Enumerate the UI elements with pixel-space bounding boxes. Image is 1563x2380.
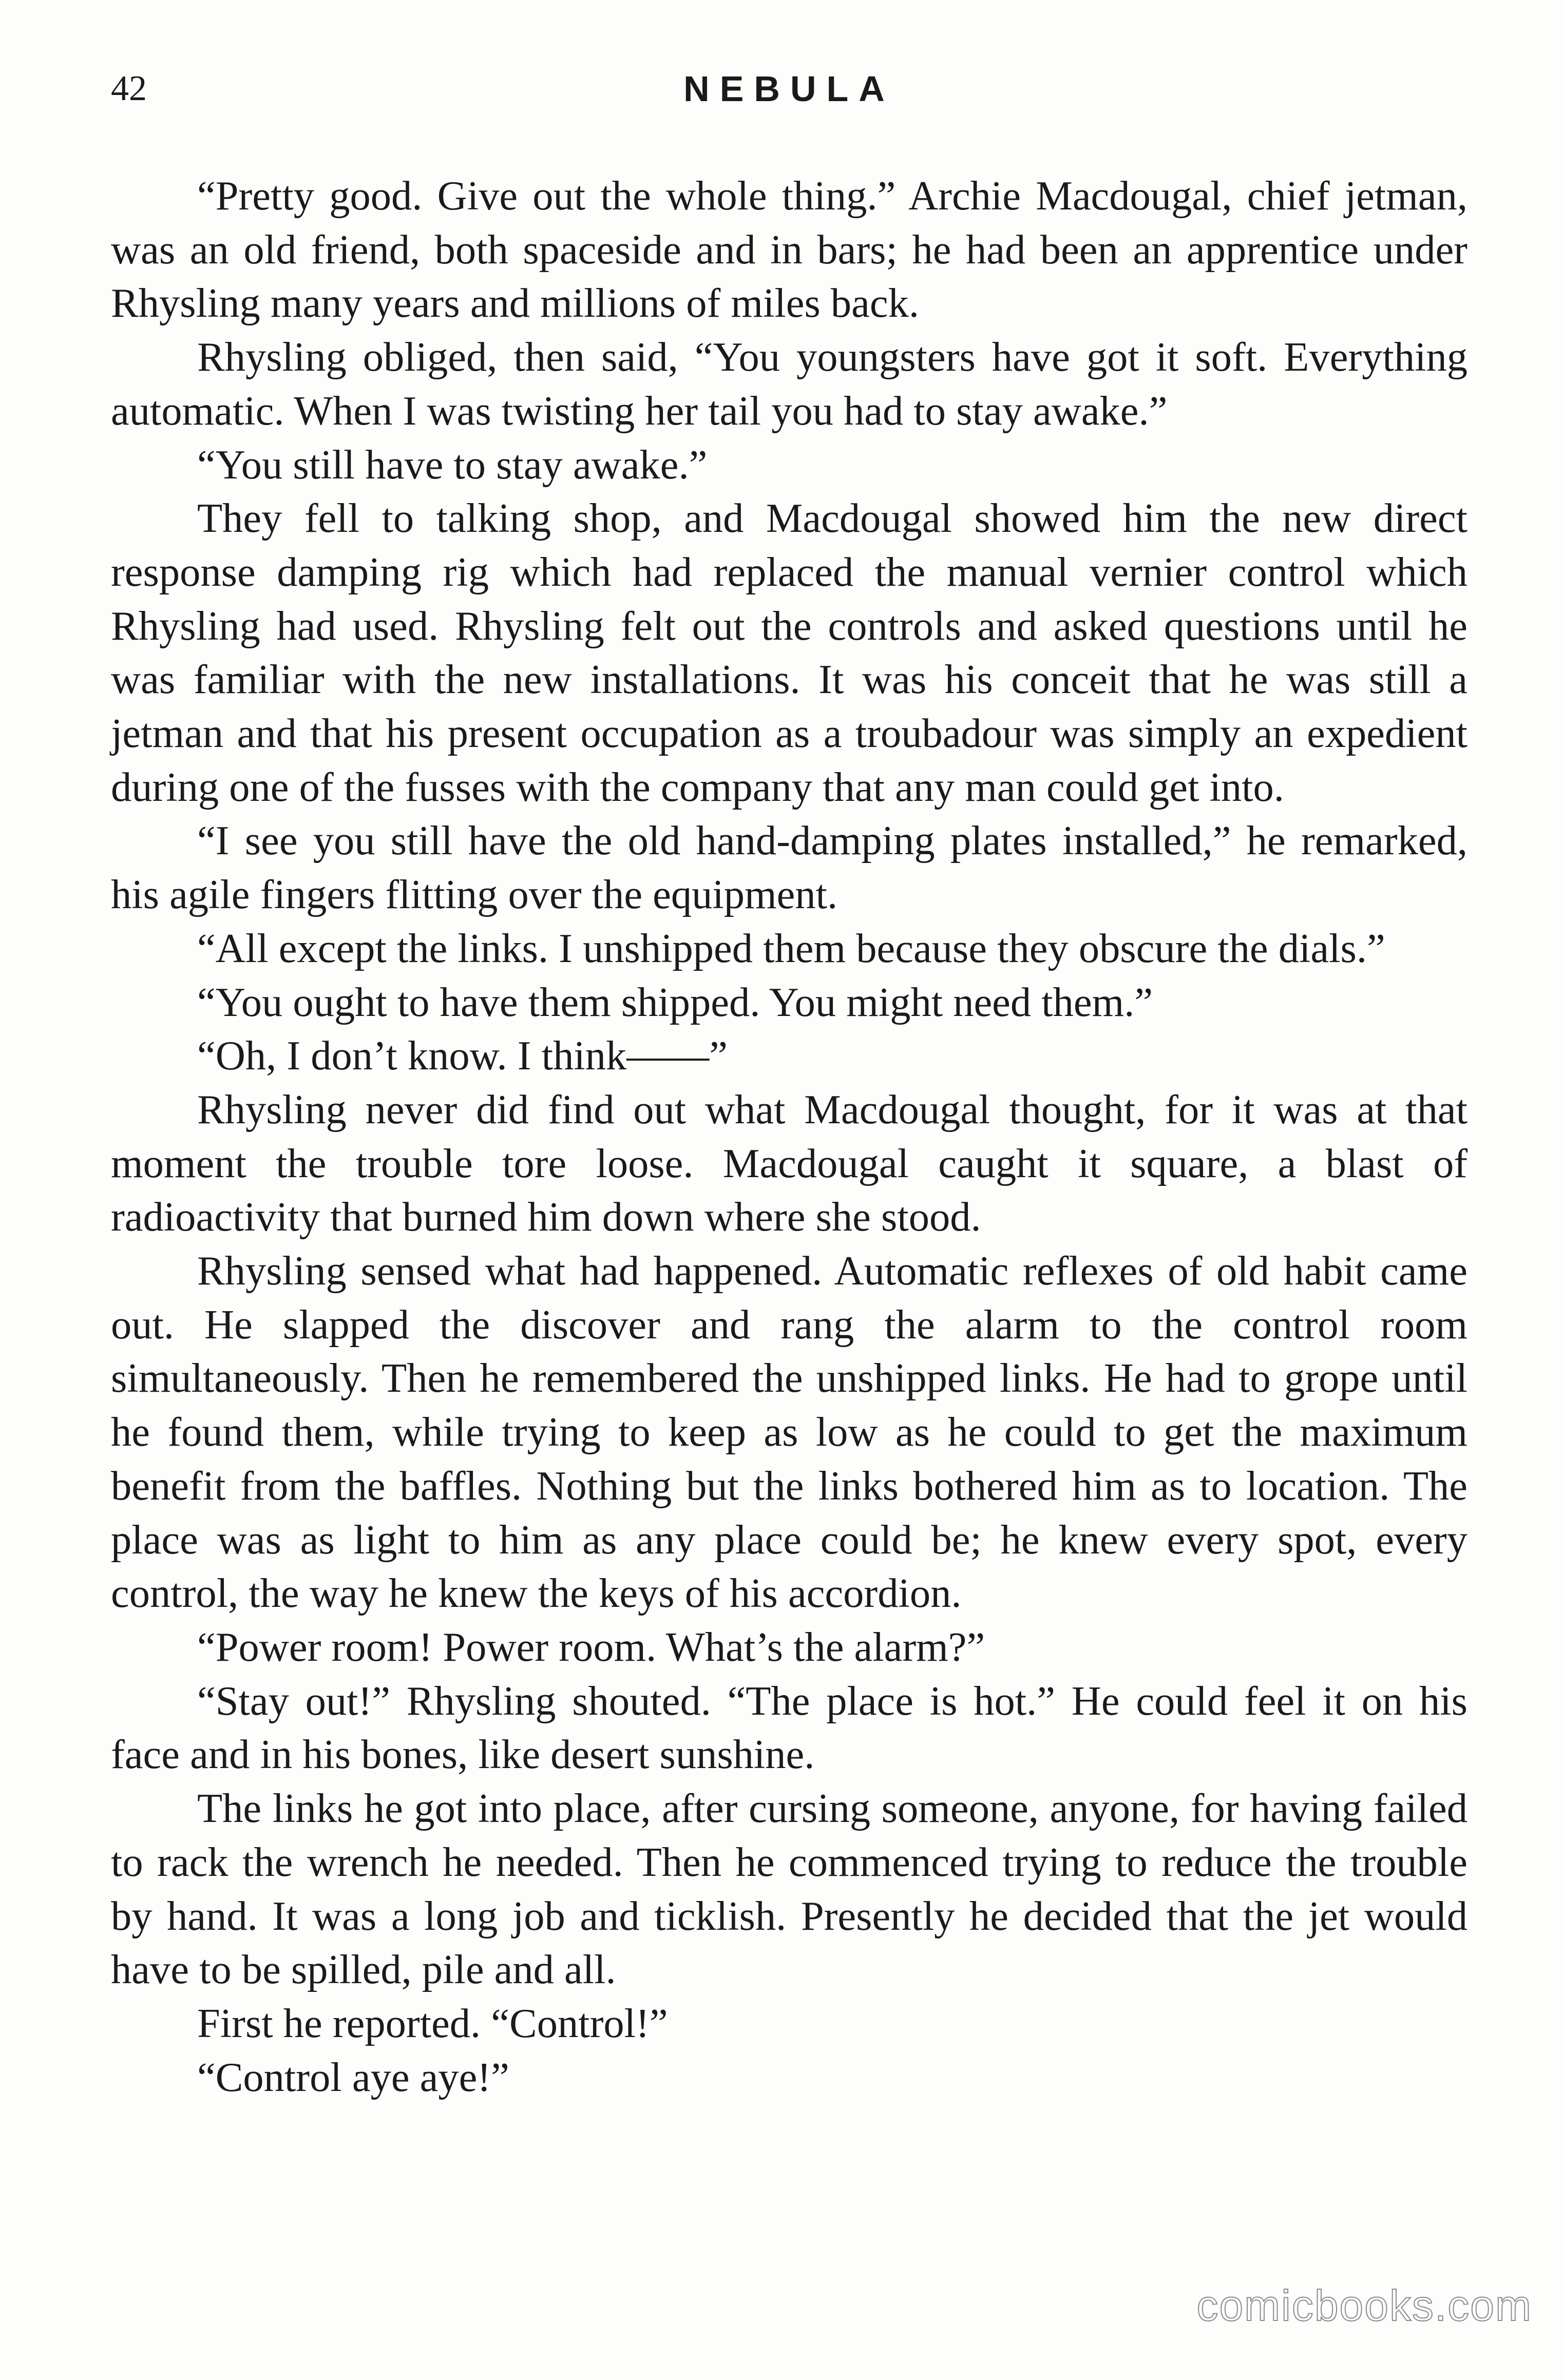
paragraph: They fell to talking shop, and Macdougal showed him the new direct response damping rig which had replaced the manual vernier control which Rhysling had used. Rhysling felt out the controls and asked questions until he was familiar with the new installations. It was his conceit that he was still a jetman and that his present occupation as a troubadour was simply an expedient during one of the fusses with the company that any man could get into.	[111, 495, 1467, 810]
paragraph: The links he got into place, after cursing someone, anyone, for having failed to rack the wrench he needed. Then he commenced trying to reduce the trouble by hand. It was a long job and ticklish. Presently he decided that the jet would have to be spilled, pile and all.	[111, 1786, 1467, 1993]
watermark: comicbooks.com	[1196, 2281, 1532, 2330]
paragraph: “You still have to stay awake.”	[197, 442, 708, 488]
paragraph: “I see you still have the old hand-damping plates installed,” he remarked, his agile fingers flitting over the equipment.	[111, 818, 1467, 918]
paragraph: “Stay out!” Rhysling shouted. “The place is hot.” He could feel it on his face and in his bones, like desert sunshine.	[111, 1678, 1467, 1778]
page-number: 42	[111, 69, 147, 108]
paragraph: First he reported. “Control!”	[197, 2000, 668, 2046]
paragraph: Rhysling obliged, then said, “You youngsters have got it soft. Everything automatic. When I was twisting her tail you had to stay awake.”	[111, 334, 1467, 434]
running-title: NEBULA	[683, 69, 895, 109]
paragraph: “Pretty good. Give out the whole thing.” Archie Macdougal, chief jetman, was an old friend, both spaceside and in bars; he had been an apprentice under Rhysling many years and millions of miles back.	[111, 173, 1467, 327]
paragraph: “Oh, I don’t know. I think——”	[197, 1033, 728, 1079]
paragraph: “Control aye aye!”	[197, 2054, 509, 2100]
paragraph: “You ought to have them shipped. You might need them.”	[197, 979, 1153, 1025]
paragraph: Rhysling sensed what had happened. Automatic reflexes of old habit came out. He slapped the discover and rang the alarm to the control room simultaneously. Then he remembered the unshipped links. He had to grope until he found them, while trying to keep as low as he could to get the maximum benefit from the baffles. Nothing but the links bothered him as to location. The place was as light to him as any place could be; he knew every spot, every control, the way he knew the keys of his accordion.	[111, 1248, 1467, 1617]
paragraph: “Power room! Power room. What’s the alarm?”	[197, 1624, 985, 1670]
page-header	[111, 61, 1467, 117]
paragraph: “All except the links. I unshipped them because they obscure the dials.”	[197, 925, 1385, 971]
body-text	[111, 169, 1467, 2104]
paragraph: Rhysling never did find out what Macdougal thought, for it was at that moment the trouble tore loose. Macdougal caught it square, a blast of radioactivity that burned him down where she stood.	[111, 1086, 1467, 1240]
